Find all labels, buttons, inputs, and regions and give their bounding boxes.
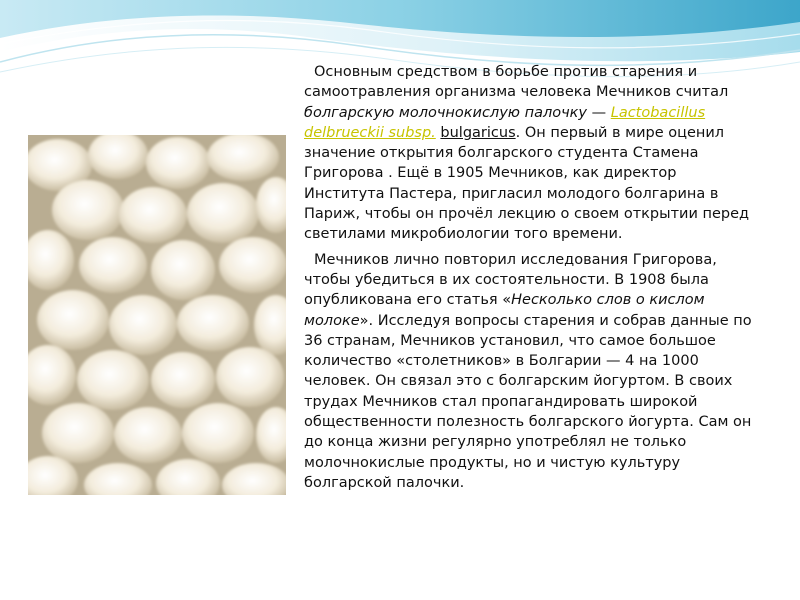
paragraph-2	[304, 250, 756, 494]
slide-text	[304, 62, 756, 498]
paragraph-2-italic: Несколько слов о кислом молоке	[304, 292, 705, 329]
kefir-grains-photo	[28, 135, 286, 495]
paragraph-1	[304, 62, 756, 245]
paragraph-2-text-2: ». Исследуя вопросы старения и собрав данные по 36 странам, Мечников установил, что самое большое количество «столетников» в Болгарии — 4 на 1000 человек. Он связал это с болгарским йогуртом. В своих трудах Мечников стал пропагандировать широкой общественности полезность болгарского йогурта. Сам он до конца жизни регулярно употреблял не только молочнокислые продукты, но и чистую культуру болгарской палочки.	[304, 312, 752, 491]
lactobacillus-link[interactable]: Lactobacillus delbrueckii subsp.	[304, 104, 706, 141]
paragraph-1-text-1: Основным средством в борьбе против старения и самоотравления организма человека Мечников считал	[304, 64, 729, 101]
paragraph-1-dash: —	[587, 104, 611, 121]
bulgaricus-link[interactable]: bulgaricus	[440, 124, 516, 141]
paragraph-1-italic: болгарскую молочнокислую палочку	[304, 104, 588, 121]
paragraph-2-text-1: Мечников лично повторил исследования Григорова, чтобы убедиться в их состоятельности. В 1908 была опубликована его статья «	[304, 251, 717, 309]
paragraph-1-text-2: . Он первый в мире оценил значение открытия болгарского студента Стамена Григорова . Ещё в 1905 Мечников, как директор Института Пастера, пригласил молодого болгарина в Париж, чтобы он прочёл лекцию о своем открытии перед светилами микробиологии того времени.	[304, 124, 750, 243]
